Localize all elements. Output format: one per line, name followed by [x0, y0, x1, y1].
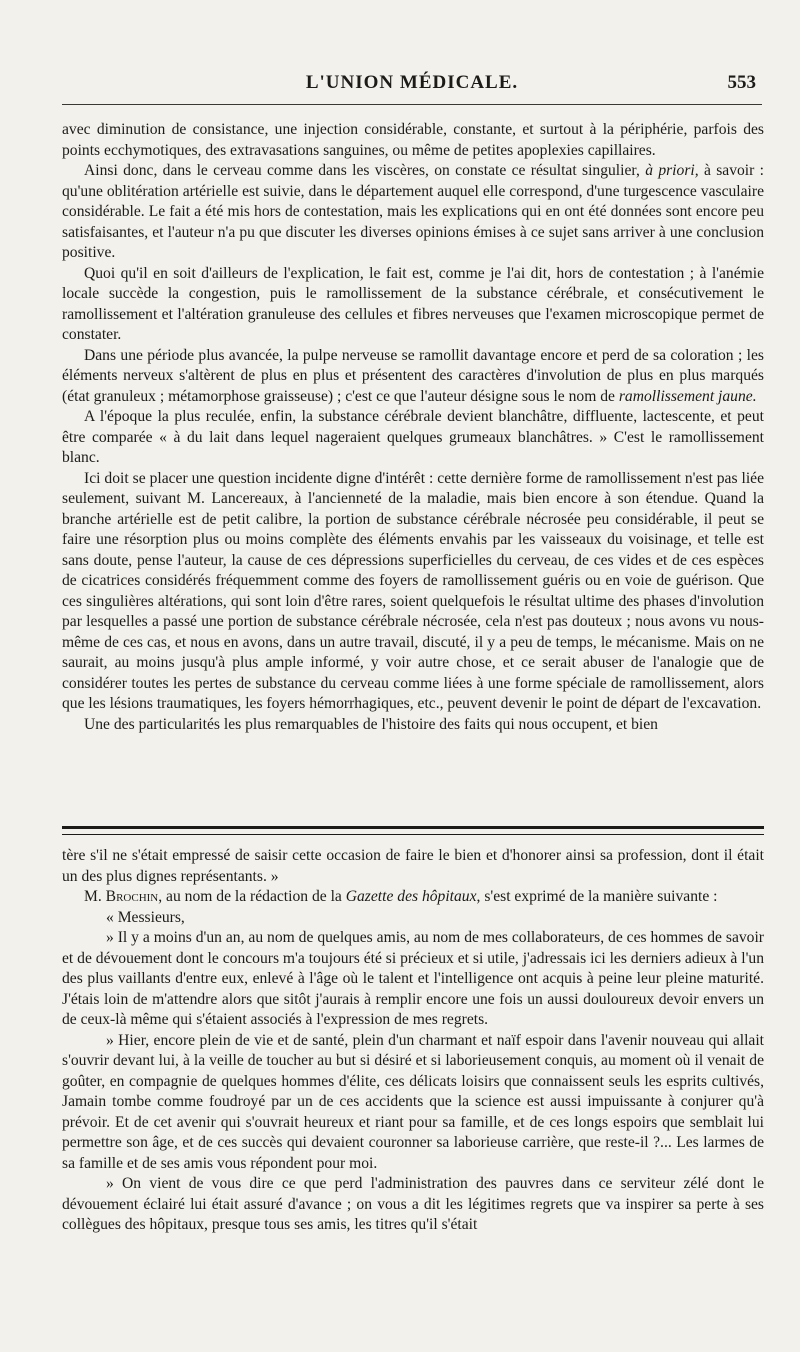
paragraph: » Hier, encore plein de vie et de santé, plein d'un charmant et naïf espoir dans l'avenir nouveau qui allait s'ouvrir devant lui, à la veille de toucher au but si désiré et si laborieusement conquis, au moment où il venait de goûter, en compagnie de quelques hommes d'élite, ces délicats loisirs que connaissent seuls les esprits cultivés, Jamain tombe comme foudroyé par un de ces accidents que la science est aussi impuissante à conjurer qu'à prévoir. Et de cet avenir qui s'ouvrait heureux et riant pour sa famille, et de ces longs espoirs que semblait lui permettre son âge, et de ces succès qui devaient couronner sa laborieuse carrière, que reste-il ?... Les larmes de sa famille et de ses amis vous répondent pour moi. [62, 1031, 764, 1172]
article-section-bottom [62, 846, 764, 1236]
paragraph: Quoi qu'il en soit d'ailleurs de l'explication, le fait est, comme je l'ai dit, hors de contestation ; à l'anémie locale succède la congestion, puis le ramollissement de la substance cérébrale, et consécutivement le ramollissement et l'altération granuleuse des cellules et fibres nerveuses que l'examen microscopique permet de constater. [62, 264, 764, 343]
paragraph: M. Brochin, au nom de la rédaction de la Gazette des hôpitaux, s'est exprimé de la manière suivante : [84, 888, 718, 905]
paragraph: Une des particularités les plus remarquables de l'histoire des faits qui nous occupent, et bien [84, 715, 658, 733]
paragraph: avec diminution de consistance, une injection considérable, constante, et surtout à la périphérie, parfois des points ecchymotiques, des extravasations sanguines, ou même de petites apoplexies capillaires. [62, 121, 764, 159]
paragraph: Dans une période plus avancée, la pulpe nerveuse se ramollit davantage encore et perd de sa coloration ; les éléments nerveux s'altèrent de plus en plus et présentent des caractères d'involution de plus en plus marqués (état granuleux ; métamorphose graisseuse) ; c'est ce que l'auteur désigne sous le nom de ramollissement jaune. [62, 346, 764, 405]
header-rule [62, 104, 762, 105]
speaker-name: Brochin [105, 888, 159, 905]
paragraph: A l'époque la plus reculée, enfin, la substance cérébrale devient blanchâtre, diffluente, lactescente, et peut être comparée « à du lait dans lequel nageraient quelques grumeaux blanchâtres. » C'est le ramollissement blanc. [62, 408, 764, 466]
page-number: 553 [727, 72, 756, 93]
paragraph: Ici doit se placer une question incidente digne d'intérêt : cette dernière forme de ramollissement n'est pas liée seulement, suivant M. Lancereaux, à l'ancienneté de la maladie, mais bien encore à son étendue. Quand la branche artérielle est de petit calibre, la portion de substance cérébrale nécrosée peu considérable, il peut se faire une résorption plus ou moins complète des éléments envahis par les vaisseaux du voisinage, et telle est sans doute, pense l'auteur, la cause de ces dépressions superficielles du cerveau, de ces vides et de ces espèces de cicatrices considérés fréquemment comme des foyers de ramollissement guéris ou en voie de guérison. Que ces singulières altérations, qui sont loin d'être rares, soient quelquefois le résultat ultime des phases d'involution par lesquelles a passé une portion de substance cérébrale nécrosée, cela n'est pas douteux ; nous avons vu nous-même de ces cas, et nous en avons, dans un autre travail, discuté, il y a peu de temps, le mécanisme. Mais on ne saurait, au moins jusqu'à plus ample informé, y voir autre chose, et ce serait abuser de l'analogie que de considérer toutes les pertes de substance du cerveau comme liées à une forme spéciale de ramollissement, alors que les lésions traumatiques, les foyers hémorrhagiques, etc., peuvent devenir le point de départ de l'excavation. [62, 469, 764, 712]
article-section-top [62, 120, 764, 735]
running-title: L'UNION MÉDICALE. [305, 72, 519, 93]
paragraph: Ainsi donc, dans le cerveau comme dans les viscères, on constate ce résultat singulier, à priori, à savoir : qu'une oblitération artérielle est suivie, dans le département auquel elle correspond, d'une turgescence vasculaire considérable. Le fait a été mis hors de contestation, mais les explications qui en ont été données sont encore peu satisfaisantes, et l'auteur n'a pu que discuter les diverses opinions émises à ce sujet sans arriver à une conclusion positive. [62, 162, 764, 261]
paragraph: tère s'il ne s'était empressé de saisir cette occasion de faire le bien et d'honorer ainsi sa profession, dont il était un des plus dignes représentants. » [62, 847, 764, 885]
paragraph: » Il y a moins d'un an, au nom de quelques amis, au nom de mes collaborateurs, de ces hommes de savoir et de dévouement dont le concours m'a toujours été si précieux et si utile, j'adressais ici les derniers adieux à l'un des plus vaillants d'entre eux, enlevé à l'âge où le talent et l'intelligence ont acquis à peine leur pleine maturité. J'étais loin de m'attendre alors que sitôt j'aurais à remplir encore une fois un aussi douloureux devoir envers un de ceux-là même qui s'étaient associés à l'expression de mes regrets. [62, 929, 764, 1028]
page-header [62, 72, 762, 102]
paragraph: » On vient de vous dire ce que perd l'administration des pauvres dans ce serviteur zélé dont le dévouement éclairé lui était assuré d'avance ; on vous a dit les légitimes regrets que va inspirer sa perte à ses collègues des hôpitaux, presque tous ses amis, les titres qu'il s'était [62, 1175, 764, 1233]
section-divider [62, 826, 764, 835]
italic-text: Gazette des hôpitaux [345, 888, 477, 905]
italic-text: à priori, [645, 162, 699, 179]
italic-text: ramollissement jaune. [618, 387, 757, 405]
salutation: « Messieurs, [106, 908, 185, 926]
